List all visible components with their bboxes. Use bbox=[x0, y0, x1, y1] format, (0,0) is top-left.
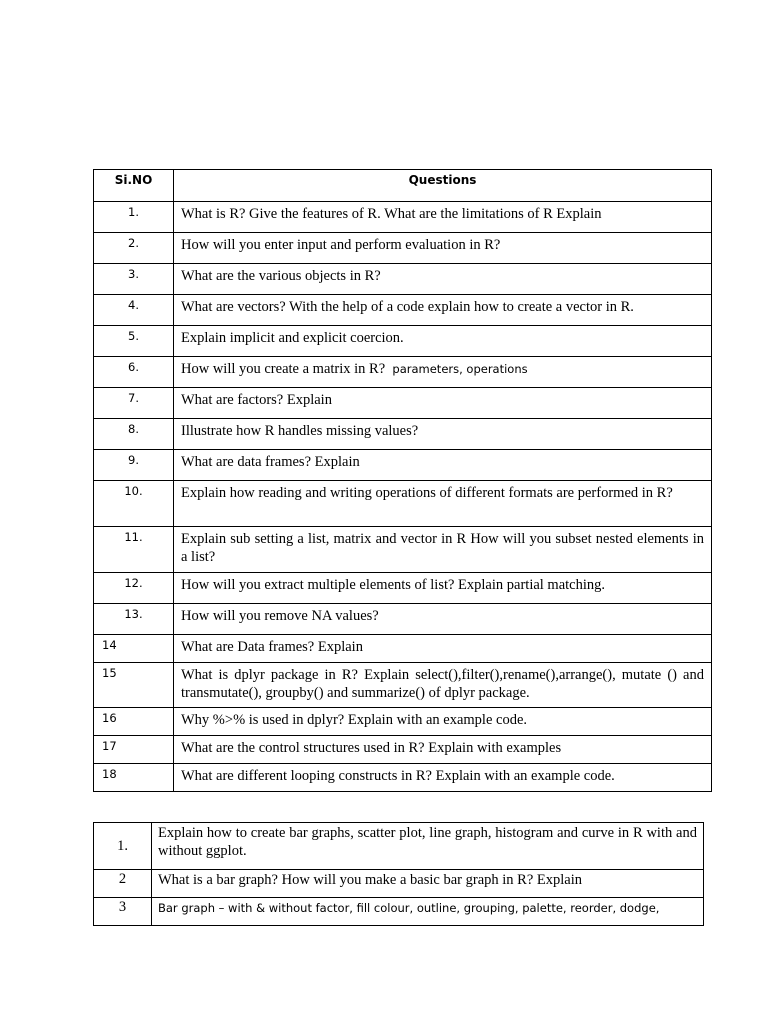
row-number: 12. bbox=[94, 573, 174, 604]
table-row bbox=[94, 202, 712, 233]
questions-table-2 bbox=[93, 822, 704, 926]
header-questions: Questions bbox=[174, 170, 712, 202]
row-number: 10. bbox=[94, 481, 174, 527]
row-number: 4. bbox=[94, 295, 174, 326]
question-text: What are the control structures used in R? Explain with examples bbox=[174, 736, 712, 764]
table-row bbox=[94, 870, 704, 898]
table-header-row bbox=[94, 170, 712, 202]
row-number: 11. bbox=[94, 527, 174, 573]
row-number: 17 bbox=[94, 736, 174, 764]
row-number: 16 bbox=[94, 708, 174, 736]
table-row bbox=[94, 764, 712, 792]
table-row bbox=[94, 388, 712, 419]
row-number: 1. bbox=[94, 202, 174, 233]
question-text: Bar graph – with & without factor, fill colour, outline, grouping, palette, reorder, dodge, bbox=[152, 898, 704, 926]
table-row bbox=[94, 663, 712, 708]
row-number: 2 bbox=[94, 870, 152, 898]
question-text: Explain implicit and explicit coercion. bbox=[174, 326, 712, 357]
question-text: How will you remove NA values? bbox=[174, 604, 712, 635]
question-text: What is R? Give the features of R. What are the limitations of R Explain bbox=[174, 202, 712, 233]
question-text: What are different looping constructs in R? Explain with an example code. bbox=[174, 764, 712, 792]
question-text: Illustrate how R handles missing values? bbox=[174, 419, 712, 450]
table-row bbox=[94, 898, 704, 926]
question-text: What are the various objects in R? bbox=[174, 264, 712, 295]
question-text: How will you extract multiple elements of list? Explain partial matching. bbox=[174, 573, 712, 604]
table-row bbox=[94, 357, 712, 388]
question-text: Why %>% is used in dplyr? Explain with an example code. bbox=[174, 708, 712, 736]
row-number: 14 bbox=[94, 635, 174, 663]
row-number: 2. bbox=[94, 233, 174, 264]
question-text: What are factors? Explain bbox=[174, 388, 712, 419]
row-number: 3. bbox=[94, 264, 174, 295]
row-number: 9. bbox=[94, 450, 174, 481]
question-text: Explain how reading and writing operations of different formats are performed in R? bbox=[174, 481, 712, 527]
question-text: What is a bar graph? How will you make a basic bar graph in R? Explain bbox=[152, 870, 704, 898]
table-row bbox=[94, 419, 712, 450]
row-number: 15 bbox=[94, 663, 174, 708]
table-row bbox=[94, 326, 712, 357]
table-row bbox=[94, 295, 712, 326]
question-text: What is dplyr package in R? Explain select(),filter(),rename(),arrange(), mutate () and transmutate(), groupby() and summarize() of dplyr package. bbox=[174, 663, 712, 708]
row-number: 7. bbox=[94, 388, 174, 419]
row-number: 18 bbox=[94, 764, 174, 792]
row-number: 3 bbox=[94, 898, 152, 926]
question-extra: parameters, operations bbox=[392, 362, 528, 376]
row-number: 13. bbox=[94, 604, 174, 635]
question-text: What are Data frames? Explain bbox=[174, 635, 712, 663]
question-text: How will you enter input and perform evaluation in R? bbox=[174, 233, 712, 264]
header-si-no: Si.NO bbox=[94, 170, 174, 202]
question-text bbox=[174, 357, 712, 388]
question-text: Explain sub setting a list, matrix and vector in R How will you subset nested elements in a list? bbox=[174, 527, 712, 573]
table-row bbox=[94, 450, 712, 481]
questions-table-1 bbox=[93, 169, 712, 792]
question-text: Explain how to create bar graphs, scatter plot, line graph, histogram and curve in R with and without ggplot. bbox=[152, 823, 704, 870]
table-row bbox=[94, 481, 712, 527]
table-row bbox=[94, 708, 712, 736]
table-row bbox=[94, 264, 712, 295]
table-row bbox=[94, 736, 712, 764]
question-text: What are data frames? Explain bbox=[174, 450, 712, 481]
row-number: 1. bbox=[94, 823, 152, 870]
table-row bbox=[94, 823, 704, 870]
table-row bbox=[94, 527, 712, 573]
table-row bbox=[94, 635, 712, 663]
question-text: What are vectors? With the help of a code explain how to create a vector in R. bbox=[174, 295, 712, 326]
table-row bbox=[94, 604, 712, 635]
question-main: How will you create a matrix in R? bbox=[181, 361, 386, 377]
row-number: 8. bbox=[94, 419, 174, 450]
table-row bbox=[94, 233, 712, 264]
table-row bbox=[94, 573, 712, 604]
row-number: 6. bbox=[94, 357, 174, 388]
row-number: 5. bbox=[94, 326, 174, 357]
